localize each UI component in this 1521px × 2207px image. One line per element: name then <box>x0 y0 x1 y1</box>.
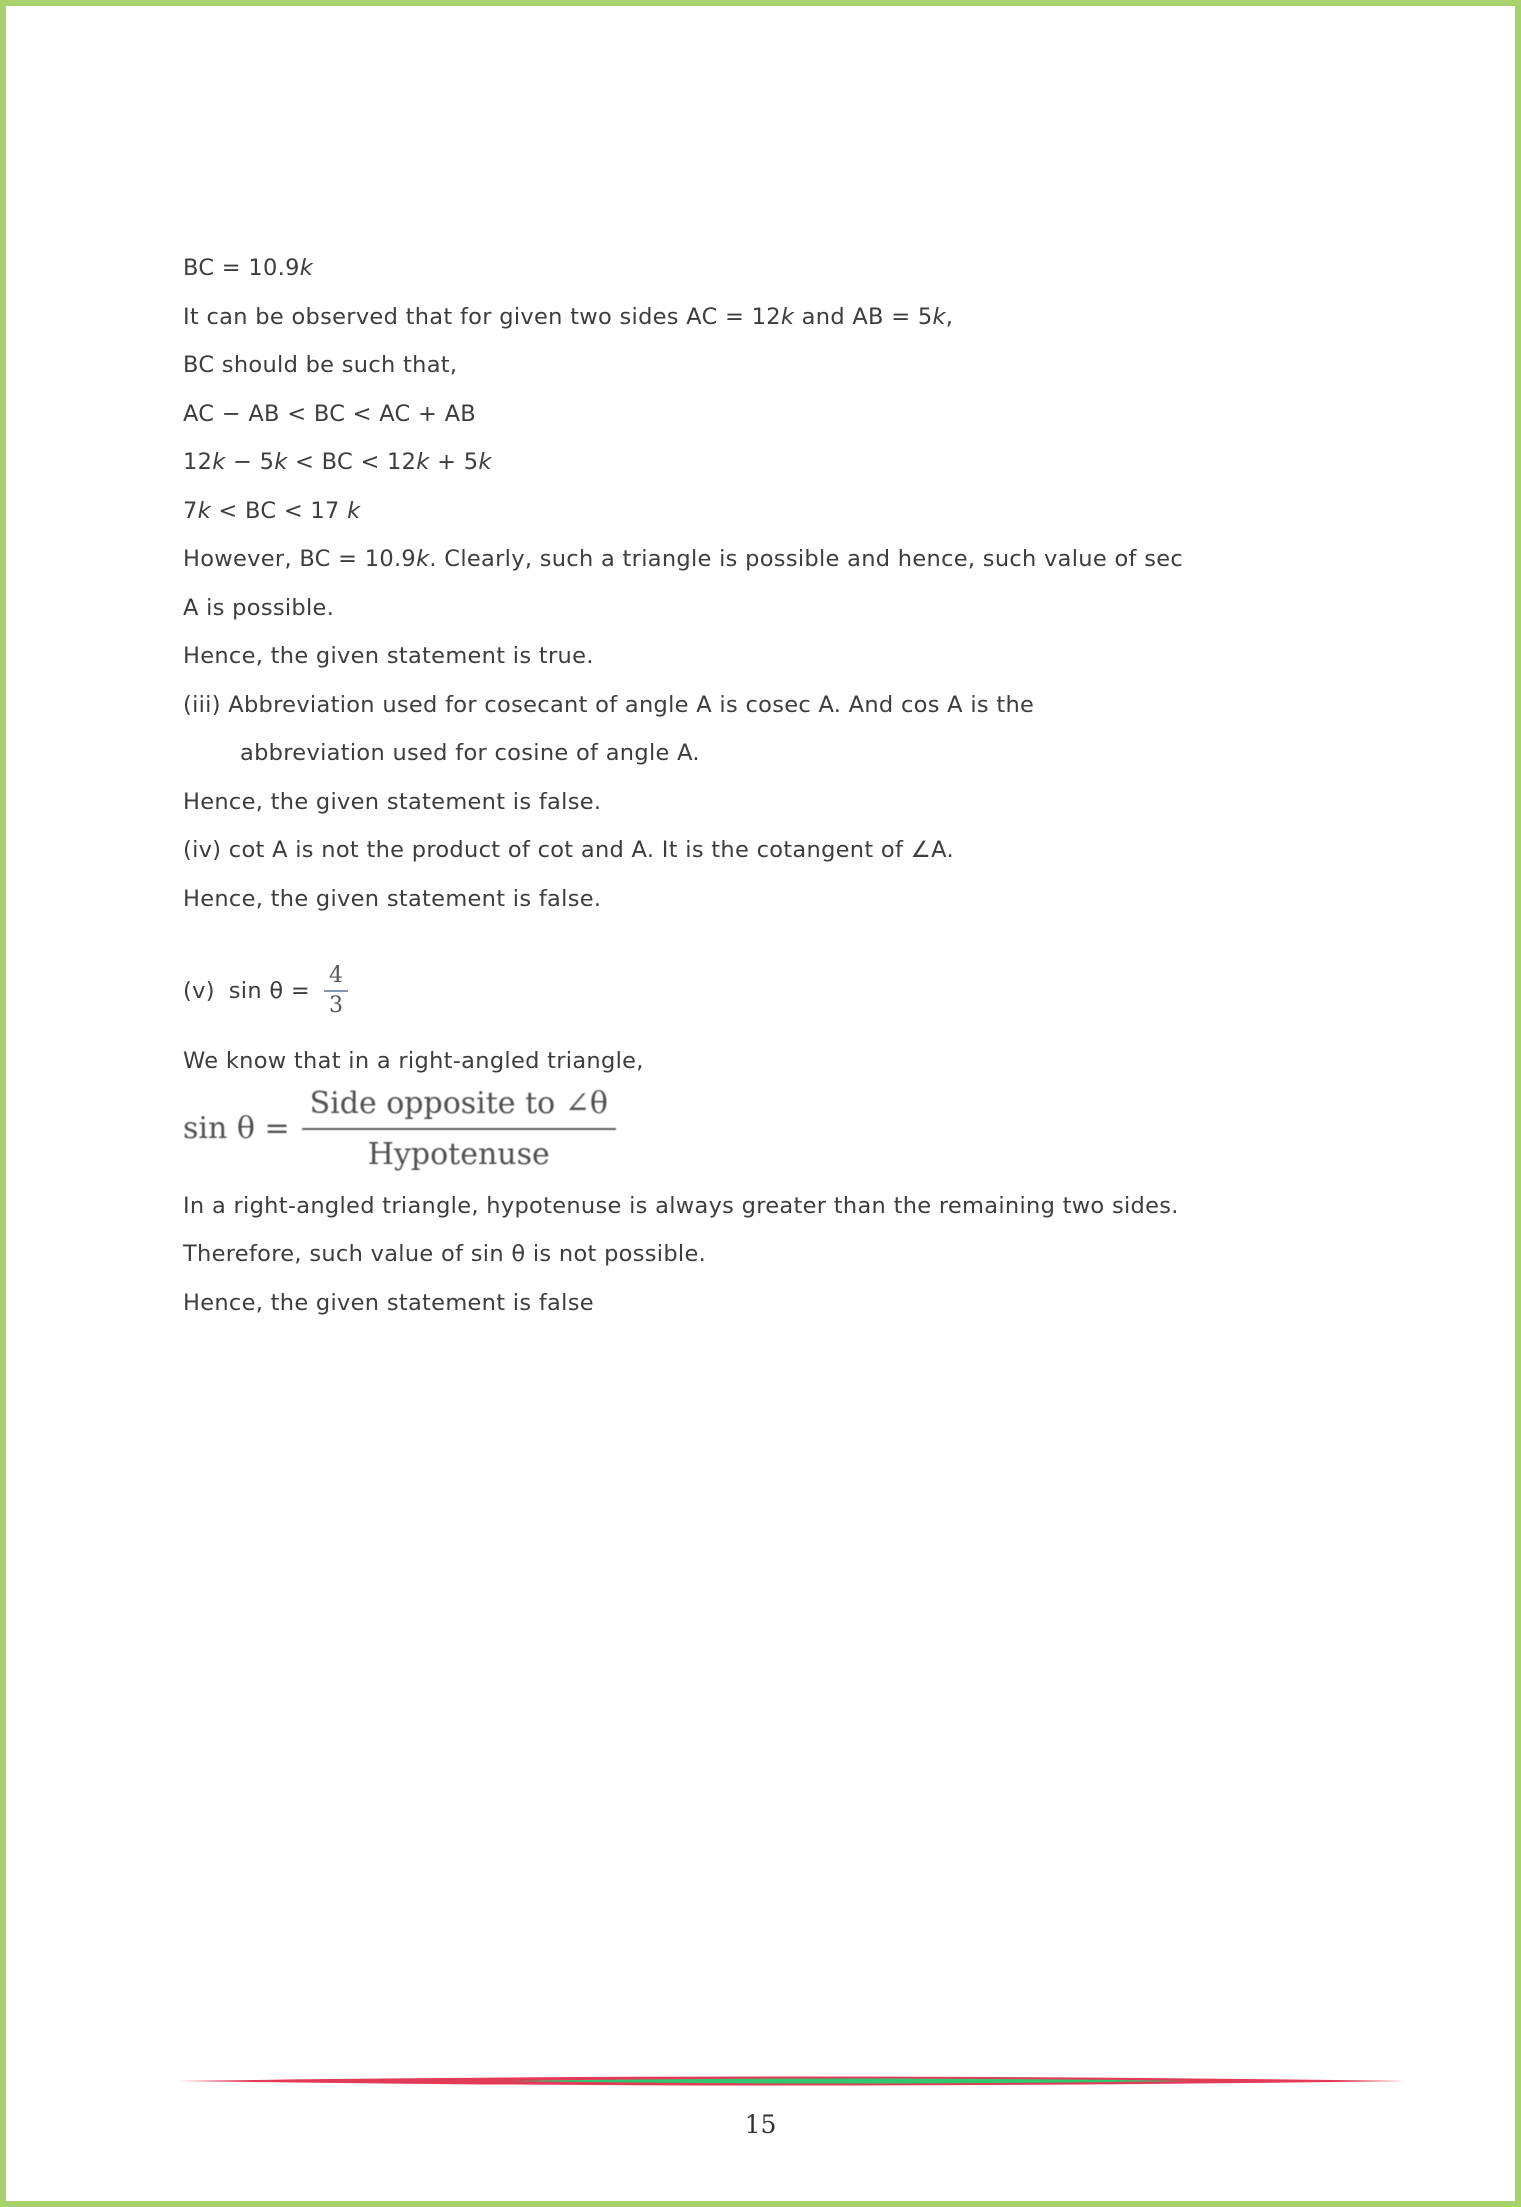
text-line: Therefore, such value of sin θ is not possible. <box>183 1241 707 1267</box>
solution-paragraph-top <box>183 244 1368 923</box>
fraction-four-thirds <box>324 963 348 1020</box>
statement-v-label: (v) <box>183 978 215 1004</box>
formula-denominator: Hypotenuse <box>302 1128 616 1172</box>
fraction-numerator: 4 <box>329 962 344 988</box>
statement-v-expression: sin θ = <box>228 978 311 1004</box>
formula-lhs: sin θ = <box>183 1111 290 1146</box>
page-number: 15 <box>744 2110 777 2139</box>
text-line: It can be observed that for given two sides AC = 12k and AB = 5k, <box>183 303 954 330</box>
text-line: (iv) cot A is not the product of cot and A. It is the cotangent of ∠A. <box>183 837 954 863</box>
text-line: Hence, the given statement is false. <box>183 885 602 912</box>
text-line: 12k − 5k < BC < 12k + 5k <box>183 449 492 475</box>
text-line: 7k < BC < 17 k <box>183 497 361 524</box>
page-content <box>183 244 1368 1327</box>
solution-paragraph-bottom <box>183 1182 1368 1328</box>
statement-v-line <box>183 945 1368 1037</box>
text-line: However, BC = 10.9k. Clearly, such a triangle is possible and hence, such value of sec <box>183 546 1184 572</box>
sin-theta-formula <box>183 1086 1368 1172</box>
divider-ornament <box>178 2075 1406 2087</box>
formula-numerator: Side opposite to ∠θ <box>309 1085 608 1121</box>
fraction-denominator: 3 <box>324 990 348 1019</box>
text-line: BC should be such that, <box>183 352 458 378</box>
text-line: BC = 10.9k <box>183 255 314 281</box>
text-line: abbreviation used for cosine of angle A. <box>240 740 700 766</box>
text-line: AC − AB < BC < AC + AB <box>183 400 477 427</box>
text-line: A is possible. <box>183 594 335 621</box>
text-line: Hence, the given statement is true. <box>183 643 594 669</box>
text-line: Hence, the given statement is false <box>183 1289 594 1316</box>
text-line: (iii) Abbreviation used for cosecant of angle A is cosec A. And cos A is the <box>183 691 1035 718</box>
formula-fraction <box>302 1086 616 1172</box>
we-know-line: We know that in a right-angled triangle, <box>183 1048 644 1074</box>
text-line: Hence, the given statement is false. <box>183 788 602 815</box>
text-line: In a right-angled triangle, hypotenuse is always greater than the remaining two sides. <box>183 1192 1179 1219</box>
